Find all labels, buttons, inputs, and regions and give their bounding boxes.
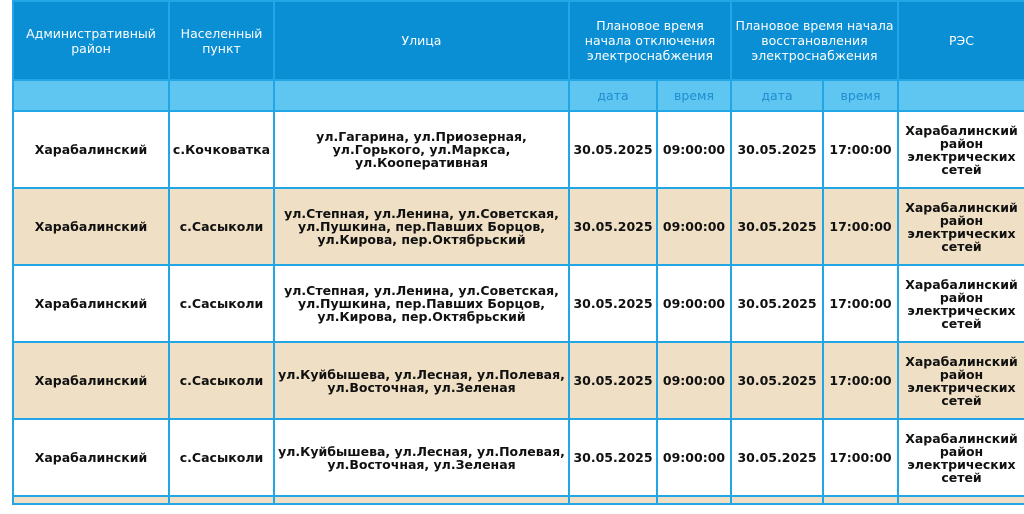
cell-off-date: 30.05.2025 bbox=[569, 419, 657, 496]
cell-empty bbox=[13, 496, 169, 504]
cell-on-time: 17:00:00 bbox=[823, 188, 898, 265]
cell-off-date: 30.05.2025 bbox=[569, 342, 657, 419]
subheader-off-date: дата bbox=[569, 80, 657, 111]
cell-locality: с.Сасыколи bbox=[169, 188, 274, 265]
subheader-empty-cell bbox=[169, 80, 274, 111]
table-subheader-row bbox=[13, 80, 1024, 111]
cell-empty bbox=[169, 496, 274, 504]
column-header-res: РЭС bbox=[898, 1, 1024, 80]
subheader-empty-cell bbox=[898, 80, 1024, 111]
cell-street: ул.Степная, ул.Ленина, ул.Советская, ул.Пушкина, пер.Павших Борцов, ул.Кирова, пер.Октябрьский bbox=[274, 188, 569, 265]
column-header-planned-off: Плановое время начала отключения электроснабжения bbox=[569, 1, 731, 80]
cell-empty bbox=[569, 496, 657, 504]
cell-street: ул.Гагарина, ул.Приозерная, ул.Горького, ул.Маркса, ул.Кооперативная bbox=[274, 111, 569, 188]
cell-street: ул.Куйбышева, ул.Лесная, ул.Полевая, ул.Восточная, ул.Зеленая bbox=[274, 342, 569, 419]
cell-district: Харабалинский bbox=[13, 342, 169, 419]
cell-street: ул.Степная, ул.Ленина, ул.Советская, ул.Пушкина, пер.Павших Борцов, ул.Кирова, пер.Октябрьский bbox=[274, 265, 569, 342]
cell-empty bbox=[731, 496, 823, 504]
power-outage-table bbox=[12, 0, 1024, 505]
cell-off-time: 09:00:00 bbox=[657, 111, 731, 188]
table-header-row bbox=[13, 1, 1024, 80]
cell-on-time: 17:00:00 bbox=[823, 342, 898, 419]
subheader-empty-cell bbox=[274, 80, 569, 111]
column-header-planned-on: Плановое время начала восстановления электроснабжения bbox=[731, 1, 898, 80]
cell-off-time: 09:00:00 bbox=[657, 419, 731, 496]
cell-res: Харабалинский район электрических сетей bbox=[898, 265, 1024, 342]
cell-on-date: 30.05.2025 bbox=[731, 111, 823, 188]
subheader-on-date: дата bbox=[731, 80, 823, 111]
cell-locality: с.Сасыколи bbox=[169, 342, 274, 419]
cell-district: Харабалинский bbox=[13, 111, 169, 188]
cell-res: Харабалинский район электрических сетей bbox=[898, 419, 1024, 496]
cell-on-date: 30.05.2025 bbox=[731, 419, 823, 496]
table-row bbox=[13, 419, 1024, 496]
table-row bbox=[13, 111, 1024, 188]
table-row bbox=[13, 265, 1024, 342]
cell-off-time: 09:00:00 bbox=[657, 342, 731, 419]
cell-on-time: 17:00:00 bbox=[823, 265, 898, 342]
column-header-district: Административный район bbox=[13, 1, 169, 80]
cell-res: Харабалинский район электрических сетей bbox=[898, 342, 1024, 419]
column-header-street: Улица bbox=[274, 1, 569, 80]
table-row-partial bbox=[13, 496, 1024, 504]
cell-empty bbox=[657, 496, 731, 504]
cell-street: ул.Куйбышева, ул.Лесная, ул.Полевая, ул.Восточная, ул.Зеленая bbox=[274, 419, 569, 496]
table-row bbox=[13, 188, 1024, 265]
subheader-off-time: время bbox=[657, 80, 731, 111]
cell-empty bbox=[898, 496, 1024, 504]
cell-locality: с.Сасыколи bbox=[169, 419, 274, 496]
cell-locality: с.Сасыколи bbox=[169, 265, 274, 342]
cell-district: Харабалинский bbox=[13, 265, 169, 342]
cell-district: Харабалинский bbox=[13, 188, 169, 265]
cell-res: Харабалинский район электрических сетей bbox=[898, 111, 1024, 188]
cell-off-time: 09:00:00 bbox=[657, 265, 731, 342]
table-row bbox=[13, 342, 1024, 419]
cell-on-date: 30.05.2025 bbox=[731, 265, 823, 342]
cell-off-time: 09:00:00 bbox=[657, 188, 731, 265]
column-header-locality: Населенный пункт bbox=[169, 1, 274, 80]
cell-off-date: 30.05.2025 bbox=[569, 111, 657, 188]
subheader-on-time: время bbox=[823, 80, 898, 111]
cell-off-date: 30.05.2025 bbox=[569, 188, 657, 265]
cell-on-date: 30.05.2025 bbox=[731, 188, 823, 265]
cell-empty bbox=[823, 496, 898, 504]
cell-on-time: 17:00:00 bbox=[823, 419, 898, 496]
cell-district: Харабалинский bbox=[13, 419, 169, 496]
cell-locality: с.Кочковатка bbox=[169, 111, 274, 188]
cell-off-date: 30.05.2025 bbox=[569, 265, 657, 342]
cell-on-time: 17:00:00 bbox=[823, 111, 898, 188]
cell-empty bbox=[274, 496, 569, 504]
cell-res: Харабалинский район электрических сетей bbox=[898, 188, 1024, 265]
subheader-empty-cell bbox=[13, 80, 169, 111]
cell-on-date: 30.05.2025 bbox=[731, 342, 823, 419]
